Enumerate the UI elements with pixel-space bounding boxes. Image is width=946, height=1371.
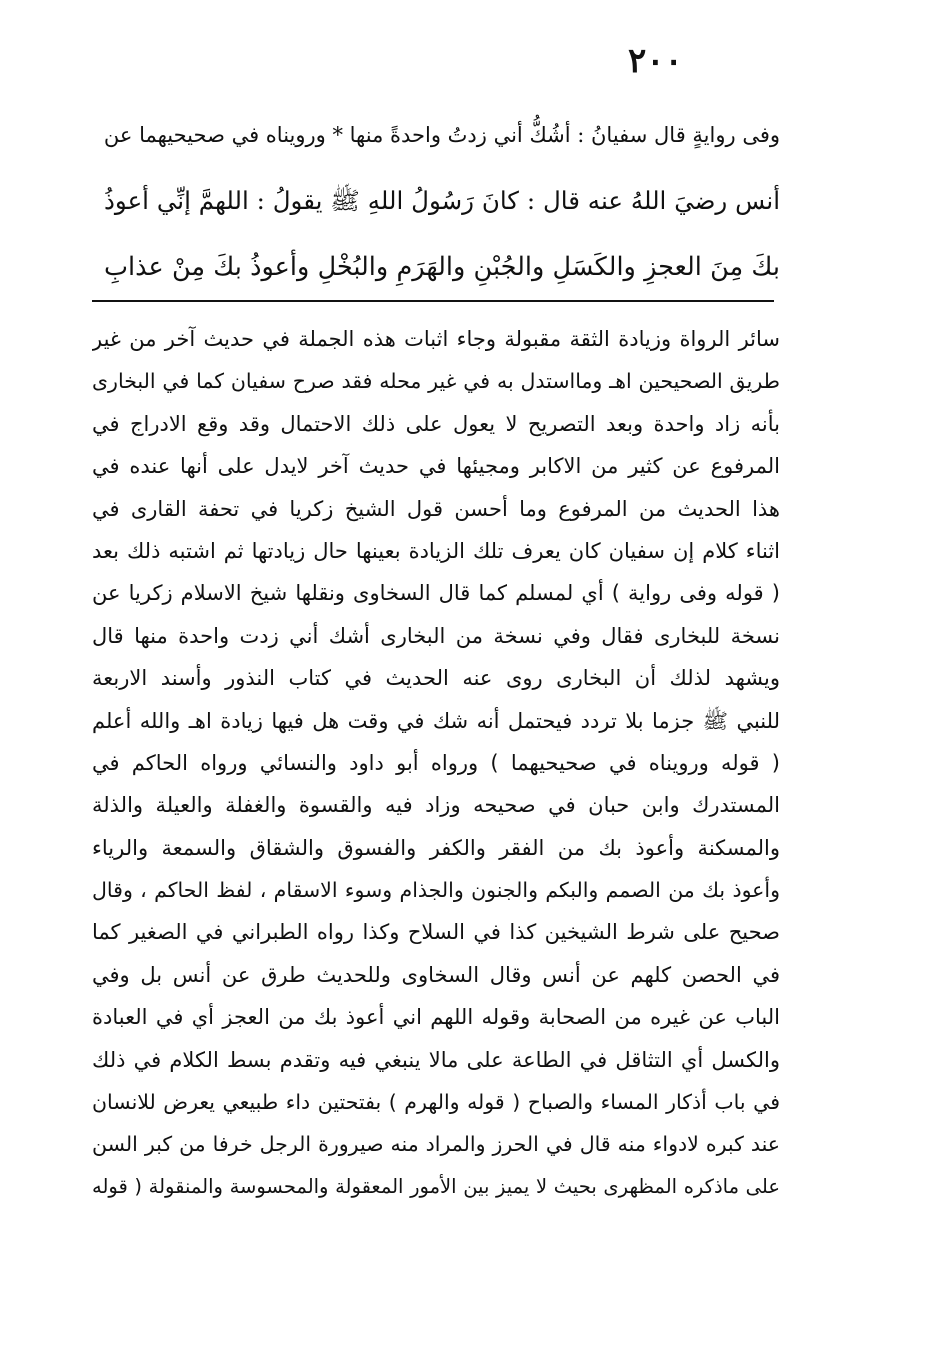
main-text-line: وفى روايةٍ قال سفيانُ : أشُكُّ أني زدتُ واحدةً منها * ورويناه في صحيحيهما عن (104, 123, 780, 147)
commentary-line: على ماذكره المظهرى بحيث لا يميز بين الأمور المعقولة والمحسوسة والمنقولة ( قوله (92, 1174, 780, 1198)
commentary-line: ( قوله ورويناه في صحيحيهما ) ورواه أبو داود والنسائي ورواه الحاكم في (92, 750, 780, 775)
commentary-line: عند كبره لادواء منه قال في الحرز والمراد منه صيرورة الرجل خرفا من كبر السن (92, 1132, 780, 1157)
commentary-line: نسخة للبخارى فقال وفي نسخة من البخارى أشك أني زدت واحدة منها قال (92, 623, 780, 648)
commentary-line: المرفوع عن كثير من الاكابر ومجيئها في حديث آخر لايدل على أنها عنده في (92, 454, 780, 479)
page-number: ٢٠٠ (628, 41, 683, 81)
main-text (104, 102, 780, 300)
commentary-line: طريق الصحيحين اهـ ومااستدل به في غير محله فقد صرح سفيان كما في البخارى (92, 369, 780, 394)
commentary-line: في باب أذكار المساء والصباح ( قوله والهرم ) بفتحتين داء طبيعي يعرض للانسان (92, 1090, 780, 1115)
commentary-line: صحيح على شرط الشيخين كذا في السلاح وكذا رواه الطبراني في الصغير كما (92, 920, 780, 945)
commentary-line: والكسل أي التثاقل في الطاعة على مالا ينبغي فيه وتقدم بسط الكلام في ذلك (92, 1047, 780, 1072)
main-text-line: بكَ مِنَ العجزِ والكَسَلِ والجُبْنِ والهَرَمِ والبُخْلِ وأعوذُ بكَ مِنْ عذابِ (104, 252, 780, 282)
commentary-line: سائر الرواة وزيادة الثقة مقبولة وجاء اثبات هذه الجملة في حديث آخر من غير (92, 327, 780, 351)
commentary-line: ( قوله وفى رواية ) أي لمسلم كما قال السخاوى ونقلها شيخ الاسلام زكريا عن (92, 581, 780, 606)
section-divider (92, 300, 774, 302)
commentary-line: هذا الحديث من المرفوع وما أحسن قول الشيخ زكريا في تحفة القارى في (92, 496, 780, 521)
commentary-line: والمسكنة وأعوذ بك من الفقر والكفر والفسوق والشقاق والسمعة والرياء (92, 835, 780, 860)
commentary-line: المستدرك وابن حبان في صحيحه وزاد فيه والقسوة والغفلة والعيلة والذلة (92, 793, 780, 818)
commentary-line: بأنه زاد واحدة وبعد التصريح لا يعول على ذلك الاحتمال وقد وقع الادراج في (92, 411, 780, 436)
commentary-text (92, 318, 780, 1208)
commentary-line: الباب عن غيره من الصحابة وقوله اللهم اني أعوذ بك من العجز أي في العبادة (92, 1005, 780, 1030)
commentary-line: وأعوذ بك من الصمم والبكم والجنون والجذام وسوء الاسقام ، لفظ الحاكم ، وقال (92, 878, 780, 903)
commentary-line: في الحصن كلهم عن أنس وقال السخاوى وللحديث طرق عن أنس بل وفي (92, 962, 780, 987)
commentary-line: ويشهد لذلك أن البخارى روى عنه الحديث في كتاب النذور وأسند الاربعة (92, 666, 780, 691)
commentary-line: اثناء كلام إن سفيان كان يعرف تلك الزيادة بعينها حال زيادتها ثم اشتبه ذلك بعد (92, 538, 780, 563)
commentary-line: للنبي ﷺ جزما بلا تردد فيحتمل أنه شك في وقت هل فيها زيادة اهـ والله أعلم (92, 708, 780, 733)
main-text-line: أنس رضيَ اللهُ عنه قال : كانَ رَسُولُ اللهِ ﷺ يقولُ : اللهمَّ إنِّي أعوذُ (104, 186, 780, 215)
